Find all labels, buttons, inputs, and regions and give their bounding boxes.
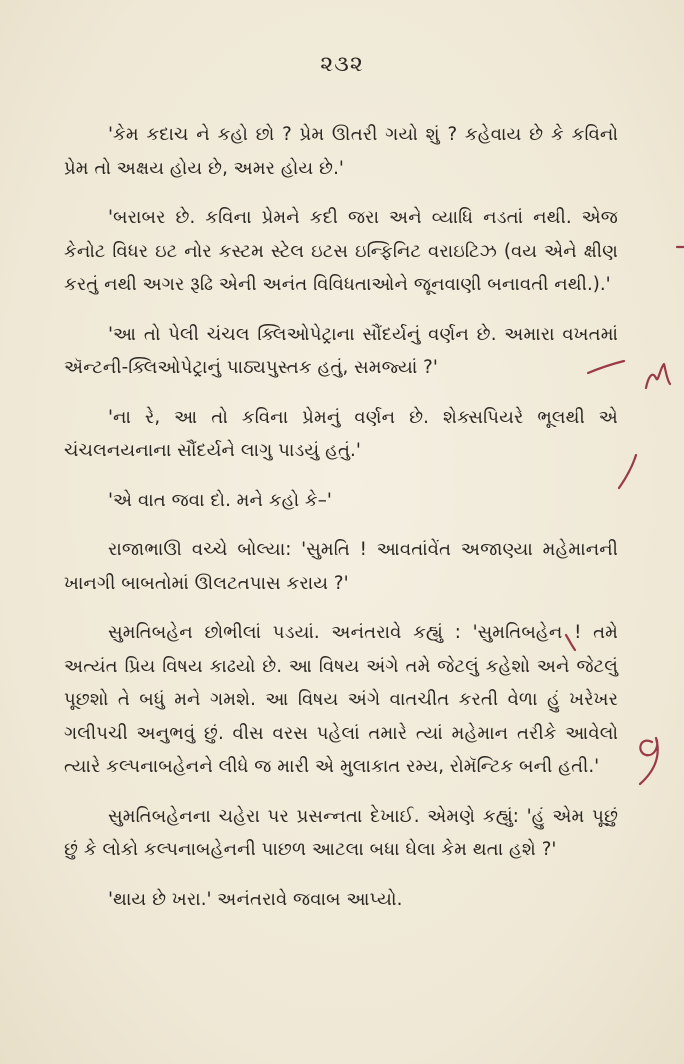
- paragraph: 'ના રે, આ તો કવિના પ્રેમનું વર્ણન છે. શેક્સપિયરે ભૂલથી એ ચંચલનયનાના સૌંદર્યને લાગુ પાડયું હતું.': [64, 406, 618, 461]
- paragraph: 'કેમ કદાચ ને કહો છો ? પ્રેમ ઊતરી ગયો શું ? કહેવાય છે કે કવિનો પ્રેમ તો અક્ષય હોય છે, અમર હોય છે.': [64, 124, 618, 179]
- paragraph: 'આ તો પેલી ચંચલ ક્લિઓપેટ્રાના સૌંદર્યનું વર્ણન છે. અમારા વખતમાં ઍન્ટની-ક્લિઓપેટ્રાનું પાઠ્યપુસ્તક હતું, સમજ્યાં ?': [64, 323, 618, 378]
- body-text: [64, 118, 618, 932]
- paragraph: 'થાય છે ખરા.' અનંતરાવે જવાબ આપ્યો.: [108, 888, 403, 910]
- page-number: ૨૩૨: [320, 52, 364, 77]
- paragraph: 'બરાબર છે. કવિના પ્રેમને કદી જરા અને વ્યાધિ નડતાં નથી. એજ કેનોટ વિધર ઇટ નોર કસ્ટમ સ્ટેલ ઇટસ ઇન્ફિનિટ વરાઇટિઝ (વય એને ક્ષીણ કરતું નથી અગર રૂઢિ એની અનંત વિવિધતાઓને જૂનવાણી બનાવતી નથી.).': [64, 207, 618, 295]
- paragraph: સુમતિબહેન છોભીલાં પડયાં. અનંતરાવે કહ્યું : 'સુમતિબહેન ! તમે અત્યંત પ્રિય વિષય કાઢયો છે. આ વિષય અંગે તમે જેટલું કહેશો અને જેટલું પૂછશો તે બધું મને ગમશે. આ વિષય અંગે વાતચીત કરતી વેળા હું ખરેખર ગલીપચી અનુભવું છું. વીસ વરસ પહેલાં તમારે ત્યાં મહેમાન તરીકે આવેલો ત્યારે કલ્પનાબહેનને લીધે જ મારી એ મુલાકાત રમ્ય, રોમૅન્ટિક બની હતી.': [64, 622, 618, 777]
- margin-letter-9-mark: [640, 738, 658, 784]
- paragraph: સુમતિબહેનના ચહેરા પર પ્રસન્નતા દેખાઈ. એમણે કહ્યું: 'હું એમ પૂછું છું કે લોકો કલ્પનાબહેનની પાછળ આટલા બધા ઘેલા કેમ થતા હશે ?': [64, 805, 618, 860]
- paragraph: 'એ વાત જવા દો. મને કહો કે–': [108, 489, 332, 511]
- paragraph: રાજાભાઊ વચ્ચે બોલ્યા: 'સુમતિ ! આવતાંવેંત અજાણ્યા મહેમાનની ખાનગી બાબતોમાં ઊલટતપાસ કરાય ?': [64, 539, 618, 594]
- margin-letter-m-mark: [646, 364, 670, 388]
- margin-slash-mark: [619, 455, 636, 488]
